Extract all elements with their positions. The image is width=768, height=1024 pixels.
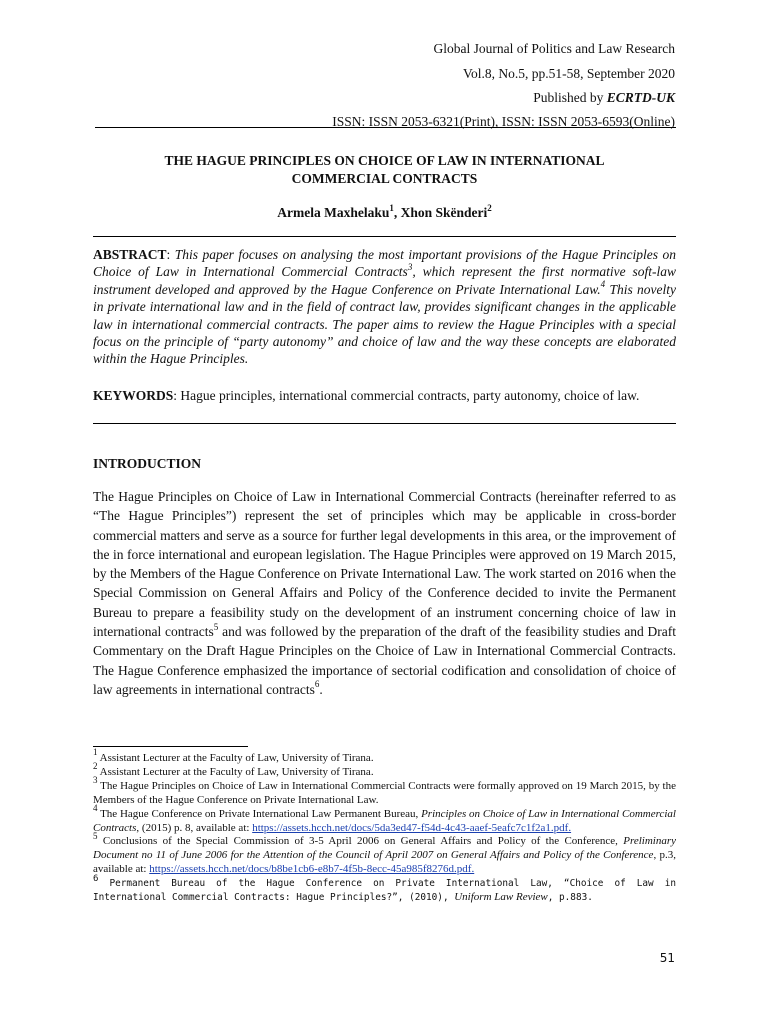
page-number: 51 xyxy=(659,951,675,965)
footnote-1-number: 1 xyxy=(93,747,98,758)
author-2-affiliation: 2 xyxy=(487,202,492,213)
footnote-2-number: 2 xyxy=(93,761,98,772)
footnote-6-text-b: , p.883. xyxy=(547,892,593,904)
footnote-1 xyxy=(93,747,676,766)
abstract-label: ABSTRACT xyxy=(93,247,167,262)
footnote-2-text: Assistant Lecturer at the Faculty of Law, University of Tirana. xyxy=(97,765,374,778)
title-line-2: COMMERCIAL CONTRACTS xyxy=(291,171,478,186)
footnote-4 xyxy=(93,802,676,836)
abstract-bottom-divider xyxy=(93,423,676,424)
footnote-5-text-a: Conclusions of the Special Commission of 3-5 April 2006 on General Affairs and Policy of the Conference, xyxy=(97,835,624,848)
journal-name: Global Journal of Politics and Law Research xyxy=(433,41,675,56)
footnote-5-number: 5 xyxy=(93,830,98,841)
footnote-4-number: 4 xyxy=(93,802,98,813)
publisher-line xyxy=(533,90,675,106)
footnote-6-title: Uniform Law Review xyxy=(454,891,548,904)
published-by-label: Published by xyxy=(533,90,607,105)
introduction-paragraph xyxy=(93,487,676,699)
keywords xyxy=(93,387,676,404)
author-list xyxy=(93,204,676,222)
abstract: ABSTRACT: This paper focuses on analysing the most important provisions of the Hague Principles on Choice of Law in International Commercial Contracts$^3$, which represent the first normative soft-law instrument developed and approved by the Hague Conference on Private International Law.$^4$ This novelty in private international law and in the field of contract law, provides significant changes in the applicable law in international commercial contracts. The paper aims to review the Hague Principles with a special focus on the principle of “party autonomy” and choice of law and the way these concepts are elaborated within the Hague Principles. xyxy=(93,247,677,367)
author-1: Armela Maxhelaku xyxy=(277,205,390,220)
footnote-divider xyxy=(93,746,248,747)
abstract-text-c: This novelty in private international law and in the field of contract law, provides significant changes in the applicable law in international commercial contracts. The paper aims to review the Hague Principles with a special focus on the principle of “party autonomy” and choice of law and the way these concepts are elaborated within the Hague Principles. xyxy=(93,281,676,367)
intro-text-b: and was followed by the preparation of the draft of the feasibility studies and Draft Commentary on the Draft Hague Principles on the Choice of Law in International Commercial Contracts. The Hague Conference emphasized the importance of sectorial codification and consolidation of choice of law agreements in international contracts xyxy=(93,624,677,697)
keywords-text: : Hague principles, international commercial contracts, party autonomy, choice of law. xyxy=(173,388,640,403)
footnote-4-text-b: , (2015) p. 8, available at: xyxy=(136,821,253,834)
intro-text-c: . xyxy=(319,681,323,697)
footnote-3 xyxy=(93,775,676,808)
abstract-footnote-ref-4[interactable]: 4 xyxy=(600,279,606,290)
footnote-5-text-b: , p.3, available at: xyxy=(93,849,677,876)
intro-footnote-ref-5[interactable]: 5 xyxy=(213,621,219,632)
author-separator: , xyxy=(393,205,401,220)
title-line-1: THE HAGUE PRINCIPLES ON CHOICE OF LAW IN INTERNATIONAL xyxy=(164,153,605,168)
abstract-footnote-ref-3[interactable]: 3 xyxy=(407,261,413,272)
journal-volume: Vol.8, No.5, pp.51-58, September 2020 xyxy=(463,66,675,81)
abstract-top-divider xyxy=(93,236,676,237)
footnote-4-title: Principles on Choice of Law in International Commercial Contracts xyxy=(93,807,676,834)
paper-title xyxy=(93,152,676,188)
footnote-5 xyxy=(93,830,677,877)
footnotes xyxy=(93,747,677,905)
footnote-3-number: 3 xyxy=(93,775,98,786)
abstract-text-a: This paper focuses on analysing the most important provisions of the Hague Principles on Choice of Law in International Commercial Contracts xyxy=(93,247,676,280)
footnote-6-text-a: Permanent Bureau of the Hague Conference on Private International Law, “Choice of Law in International Commercial Contracts: Hague Principles?”, (2010), xyxy=(93,878,676,904)
author-2: Xhon Skënderi xyxy=(400,205,488,220)
intro-text-a: The Hague Principles on Choice of Law in International Commercial Contracts (hereinafter referred to as “The Hague Principles”) represent the set of principles which may be applicable in cross-border commercial matters and serve as a source for further legal developments in this area, or the improvement of the in force international and european legislation. The Hague Principles were approved on 19 March 2015, by the Members of the Hague Conference on Private International Law. The work started on 2016 when the Special Commission on General Affairs and Policy of the Conference decided to invite the Permanent Bureau to prepare a feasibility study on the development of an instrument concerning choice of law in international contracts xyxy=(93,489,676,640)
footnote-5-link[interactable]: https://assets.hcch.net/docs/b8be1cb6-e8b7-4f5b-8ecc-45a985f8276d.pdf. xyxy=(149,863,475,876)
footnote-4-link[interactable]: https://assets.hcch.net/docs/5da3ed47-f54d-4c43-aaef-5eafc7c1f2a1.pdf. xyxy=(252,821,572,834)
section-heading-introduction: INTRODUCTION xyxy=(93,456,202,471)
footnote-3-text: The Hague Principles on Choice of Law in International Commercial Contracts were formally approved on 19 March 2015, by the Members of the Hague Conference on Private International Law. xyxy=(93,779,676,806)
footnote-4-text-a: The Hague Conference on Private International Law Permanent Bureau, xyxy=(97,807,422,820)
publisher-name: ECRTD-UK xyxy=(606,90,675,105)
footnote-2 xyxy=(93,761,676,780)
author-1-affiliation: 1 xyxy=(389,202,394,213)
issn-line: ISSN: ISSN 2053-6321(Print), ISSN: ISSN 2053-6593(Online) xyxy=(332,114,675,129)
header-divider xyxy=(95,127,676,128)
footnote-5-title: Preliminary Document no 11 of June 2006 for the Attention of the Council of April 2007 on General Affairs and Policy of the Conference xyxy=(93,835,676,862)
keywords-label: KEYWORDS xyxy=(93,388,174,403)
footnote-6-number: 6 xyxy=(93,874,99,885)
footnote-1-text: Assistant Lecturer at the Faculty of Law, University of Tirana. xyxy=(97,752,374,764)
footnote-6 xyxy=(93,874,676,905)
abstract-text-b: , which represent the first normative soft-law instrument developed and approved by the Hague Conference on Private International Law. xyxy=(93,264,677,297)
intro-footnote-ref-6[interactable]: 6 xyxy=(314,679,320,690)
